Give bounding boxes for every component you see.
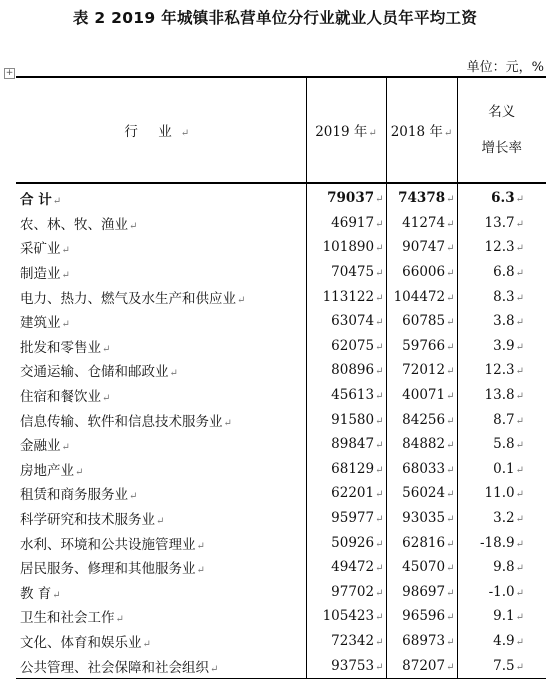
industry-cell-text: 居民服务、修理和其他服务业	[20, 561, 196, 578]
table-row	[16, 432, 546, 457]
industry-cell-text: 合 计	[20, 192, 52, 209]
growth-rate-cell: -1.0↵	[457, 580, 546, 605]
wage-2019-cell: 45613↵	[306, 383, 386, 408]
growth-rate-cell-text: 3.9	[493, 337, 515, 354]
growth-rate-cell-text: 13.8	[484, 387, 515, 404]
growth-rate-cell-text: 12.3	[484, 362, 515, 379]
wage-2018-cell-text: 68033	[402, 460, 446, 477]
table-row	[16, 530, 546, 555]
growth-rate-cell-text: 8.3	[493, 288, 515, 305]
industry-header-label: 行 业	[124, 124, 180, 140]
wage-2019-cell: 49472↵	[306, 555, 386, 580]
wage-2019-cell-text: 97702	[331, 583, 375, 600]
industry-cell-text: 信息传输、软件和信息技术服务业	[20, 413, 223, 430]
wage-2019-cell-text: 63074	[331, 313, 375, 330]
growth-rate-cell: 6.8↵	[457, 260, 546, 285]
table-row	[16, 457, 546, 482]
wage-2018-cell: 74378↵	[386, 183, 457, 211]
industry-cell-text: 农、林、牧、渔业	[20, 216, 128, 233]
wage-2019-cell: 95977↵	[306, 506, 386, 531]
industry-cell: 信息传输、软件和信息技术服务业↵	[20, 413, 232, 430]
wage-2019-cell-text: 45613	[331, 387, 375, 404]
growth-rate-cell-text: -1.0	[488, 583, 515, 600]
industry-cell-text: 文化、体育和娱乐业	[20, 634, 142, 651]
wage-2018-cell-text: 84256	[402, 411, 446, 428]
table-row	[16, 604, 546, 629]
industry-cell: 建筑业↵	[20, 315, 70, 332]
wage-2019-cell: 79037↵	[306, 183, 386, 211]
wage-2019-cell-text: 89847	[331, 436, 375, 453]
wage-2019-cell: 97702↵	[306, 580, 386, 605]
wage-2018-cell-text: 45070	[402, 559, 446, 576]
growth-rate-cell: 7.5↵	[457, 653, 546, 678]
wage-2018-cell: 87207↵	[386, 653, 457, 678]
table-row	[16, 334, 546, 359]
growth-rate-cell: 9.1↵	[457, 604, 546, 629]
wage-2018-cell-text: 41274	[402, 214, 446, 231]
industry-cell: 水利、环境和公共设施管理业↵	[20, 536, 205, 553]
wage-2018-cell-text: 93035	[402, 510, 446, 527]
wage-2018-cell: 93035↵	[386, 506, 457, 531]
wage-2019-cell-text: 113122	[322, 288, 375, 305]
growth-rate-cell: 6.3↵	[457, 183, 546, 211]
wage-2019-cell-text: 91580	[331, 411, 375, 428]
wage-2018-cell-text: 40071	[402, 387, 446, 404]
industry-cell-text: 采矿业	[20, 241, 61, 258]
table-row	[16, 506, 546, 531]
industry-cell: 交通运输、仓储和邮政业↵	[20, 364, 178, 381]
wage-2018-cell: 96596↵	[386, 604, 457, 629]
industry-cell: 住宿和餐饮业↵	[20, 389, 111, 406]
table-row	[16, 407, 546, 432]
table-row	[16, 309, 546, 334]
industry-cell-text: 教 育	[20, 585, 52, 602]
wage-2018-cell: 62816↵	[386, 530, 457, 555]
wage-2019-cell-text: 95977	[331, 510, 375, 527]
industry-cell: 农、林、牧、渔业↵	[20, 216, 138, 233]
wage-2018-cell: 68033↵	[386, 457, 457, 482]
wage-2018-cell-text: 62816	[402, 534, 446, 551]
industry-cell-text: 电力、热力、燃气及水生产和供应业	[20, 290, 236, 307]
wage-2019-cell: 93753↵	[306, 653, 386, 678]
header-row	[16, 77, 546, 183]
industry-cell: 制造业↵	[20, 266, 70, 283]
industry-cell: 教 育↵	[20, 585, 61, 602]
growth-rate-cell-text: -18.9	[479, 534, 515, 551]
growth-rate-cell: 3.9↵	[457, 334, 546, 359]
growth-rate-cell-text: 8.7	[493, 411, 515, 428]
wage-2018-cell: 59766↵	[386, 334, 457, 359]
growth-rate-cell-text: 6.3	[491, 190, 515, 207]
table-row	[16, 383, 546, 408]
wage-2019-cell: 50926↵	[306, 530, 386, 555]
wage-2018-cell-text: 60785	[402, 313, 446, 330]
growth-rate-cell-text: 6.8	[493, 264, 515, 281]
wage-2018-cell: 84882↵	[386, 432, 457, 457]
wage-2019-cell-text: 80896	[331, 362, 375, 379]
table-row	[16, 629, 546, 654]
industry-cell: 电力、热力、燃气及水生产和供应业↵	[20, 290, 246, 307]
industry-header: 行 业↵	[16, 77, 306, 183]
year-2019-label: 2019 年	[315, 124, 368, 140]
growth-rate-cell-text: 13.7	[484, 214, 515, 231]
industry-cell: 批发和零售业↵	[20, 339, 111, 356]
wage-2018-cell-text: 90747	[402, 239, 446, 256]
table-title: 表 2 2019 年城镇非私营单位分行业就业人员年平均工资	[72, 9, 478, 27]
wage-table	[16, 76, 546, 679]
industry-cell-text: 金融业	[20, 438, 61, 455]
wage-2019-cell-text: 50926	[331, 534, 375, 551]
industry-cell-text: 制造业	[20, 266, 61, 283]
wage-2018-cell: 68973↵	[386, 629, 457, 654]
year-2019-header: 2019 年↵	[306, 77, 386, 183]
industry-cell: 文化、体育和娱乐业↵	[20, 634, 151, 651]
wage-2019-cell-text: 68129	[331, 460, 375, 477]
growth-rate-cell: 4.9↵	[457, 629, 546, 654]
table-row	[16, 481, 546, 506]
industry-cell-text: 水利、环境和公共设施管理业	[20, 536, 196, 553]
industry-cell: 采矿业↵	[20, 241, 70, 258]
wage-2019-cell: 101890↵	[306, 235, 386, 260]
growth-rate-cell-text: 9.8	[493, 559, 515, 576]
wage-2019-cell: 63074↵	[306, 309, 386, 334]
wage-2018-cell-text: 74378	[398, 190, 446, 207]
wage-2019-cell: 62075↵	[306, 334, 386, 359]
wage-2019-cell-text: 105423	[322, 608, 375, 625]
industry-cell: 金融业↵	[20, 438, 70, 455]
wage-2018-cell-text: 104472	[393, 288, 446, 305]
industry-cell-text: 批发和零售业	[20, 339, 101, 356]
industry-cell-text: 科学研究和技术服务业	[20, 512, 155, 529]
growth-rate-cell: 8.3↵	[457, 284, 546, 309]
wage-2019-cell: 68129↵	[306, 457, 386, 482]
industry-cell-text: 住宿和餐饮业	[20, 389, 101, 406]
wage-2018-cell-text: 96596	[402, 608, 446, 625]
growth-rate-cell: 13.8↵	[457, 383, 546, 408]
growth-rate-cell-text: 0.1	[493, 460, 515, 477]
wage-2019-cell: 89847↵	[306, 432, 386, 457]
table-row	[16, 260, 546, 285]
wage-2018-cell: 90747↵	[386, 235, 457, 260]
wage-2019-cell: 70475↵	[306, 260, 386, 285]
growth-rate-cell: 8.7↵	[457, 407, 546, 432]
growth-rate-cell-text: 11.0	[484, 485, 515, 502]
wage-2018-cell-text: 59766	[402, 337, 446, 354]
growth-rate-cell-text: 4.9	[493, 632, 515, 649]
table-row	[16, 555, 546, 580]
industry-cell: 卫生和社会工作↵	[20, 610, 124, 627]
wage-2018-cell: 40071↵	[386, 383, 457, 408]
table-row	[16, 235, 546, 260]
industry-cell-text: 公共管理、社会保障和社会组织	[20, 659, 209, 676]
wage-2018-cell-text: 72012	[402, 362, 446, 379]
growth-rate-cell-text: 7.5	[493, 657, 515, 674]
growth-rate-cell: 3.2↵	[457, 506, 546, 531]
wage-2019-cell-text: 70475	[331, 264, 375, 281]
growth-header-line1: 名义	[488, 104, 516, 120]
industry-cell: 租赁和商务服务业↵	[20, 487, 138, 504]
industry-cell-text: 房地产业	[20, 462, 74, 479]
industry-cell-text: 交通运输、仓储和邮政业	[20, 364, 169, 381]
growth-rate-cell-text: 5.8	[493, 436, 515, 453]
growth-rate-cell: 5.8↵	[457, 432, 546, 457]
industry-cell-text: 卫生和社会工作	[20, 610, 115, 627]
wage-2019-cell-text: 46917	[331, 214, 375, 231]
wage-2018-cell: 98697↵	[386, 580, 457, 605]
table-row	[16, 580, 546, 605]
wage-2018-cell: 72012↵	[386, 358, 457, 383]
industry-cell: 合 计↵	[20, 192, 62, 209]
wage-2018-cell-text: 87207	[402, 657, 446, 674]
growth-rate-cell: 0.1↵	[457, 457, 546, 482]
industry-cell-text: 租赁和商务服务业	[20, 487, 128, 504]
growth-rate-cell-text: 9.1	[493, 608, 515, 625]
wage-2019-cell-text: 72342	[331, 632, 375, 649]
industry-cell: 科学研究和技术服务业↵	[20, 512, 165, 529]
industry-cell: 公共管理、社会保障和社会组织↵	[16, 653, 306, 678]
growth-rate-cell: 11.0↵	[457, 481, 546, 506]
growth-rate-cell: 13.7↵	[457, 211, 546, 236]
wage-2018-cell: 60785↵	[386, 309, 457, 334]
industry-cell-text: 建筑业	[20, 315, 61, 332]
wage-2018-cell-text: 68973	[402, 632, 446, 649]
wage-2019-cell: 72342↵	[306, 629, 386, 654]
wage-2018-cell: 84256↵	[386, 407, 457, 432]
growth-rate-cell-text: 12.3	[484, 239, 515, 256]
wage-2019-cell: 113122↵	[306, 284, 386, 309]
growth-rate-cell: -18.9↵	[457, 530, 546, 555]
table-row	[16, 653, 546, 678]
growth-rate-cell: 12.3↵	[457, 358, 546, 383]
year-2018-label: 2018 年	[390, 124, 443, 140]
wage-2019-cell-text: 62075	[331, 337, 375, 354]
table-row	[16, 358, 546, 383]
wage-2018-cell: 56024↵	[386, 481, 457, 506]
wage-2018-cell-text: 56024	[402, 485, 446, 502]
growth-rate-cell: 3.8↵	[457, 309, 546, 334]
table-row	[16, 284, 546, 309]
wage-2018-cell: 45070↵	[386, 555, 457, 580]
wage-2018-cell: 104472↵	[386, 284, 457, 309]
industry-cell: 房地产业↵	[20, 462, 84, 479]
industry-cell: 居民服务、修理和其他服务业↵	[20, 561, 205, 578]
growth-header	[457, 77, 546, 183]
table-body	[16, 183, 546, 678]
wage-2018-cell: 66006↵	[386, 260, 457, 285]
wage-2019-cell: 46917↵	[306, 211, 386, 236]
wage-2019-cell: 105423↵	[306, 604, 386, 629]
growth-header-line2: 增长率	[481, 140, 522, 156]
growth-rate-cell: 12.3↵	[457, 235, 546, 260]
growth-rate-cell-text: 3.2	[493, 510, 515, 527]
table-move-handle-icon[interactable]: +	[5, 68, 14, 78]
wage-2018-cell-text: 98697	[402, 583, 446, 600]
wage-2019-cell-text: 49472	[331, 559, 375, 576]
wage-2019-cell-text: 62201	[331, 485, 375, 502]
wage-2019-cell-text: 93753	[331, 657, 375, 674]
wage-2019-cell: 62201↵	[306, 481, 386, 506]
wage-2018-cell: 41274↵	[386, 211, 457, 236]
total-row	[16, 183, 546, 211]
growth-rate-cell-text: 3.8	[493, 313, 515, 330]
unit-label: 单位：元，%	[466, 60, 544, 75]
table-row	[16, 211, 546, 236]
growth-rate-cell: 9.8↵	[457, 555, 546, 580]
wage-2018-cell-text: 66006	[402, 264, 446, 281]
wage-2019-cell: 91580↵	[306, 407, 386, 432]
wage-2019-cell: 80896↵	[306, 358, 386, 383]
year-2018-header: 2018 年↵	[386, 77, 457, 183]
wage-2019-cell-text: 101890	[322, 239, 375, 256]
wage-2018-cell-text: 84882	[402, 436, 446, 453]
wage-2019-cell-text: 79037	[327, 190, 375, 207]
